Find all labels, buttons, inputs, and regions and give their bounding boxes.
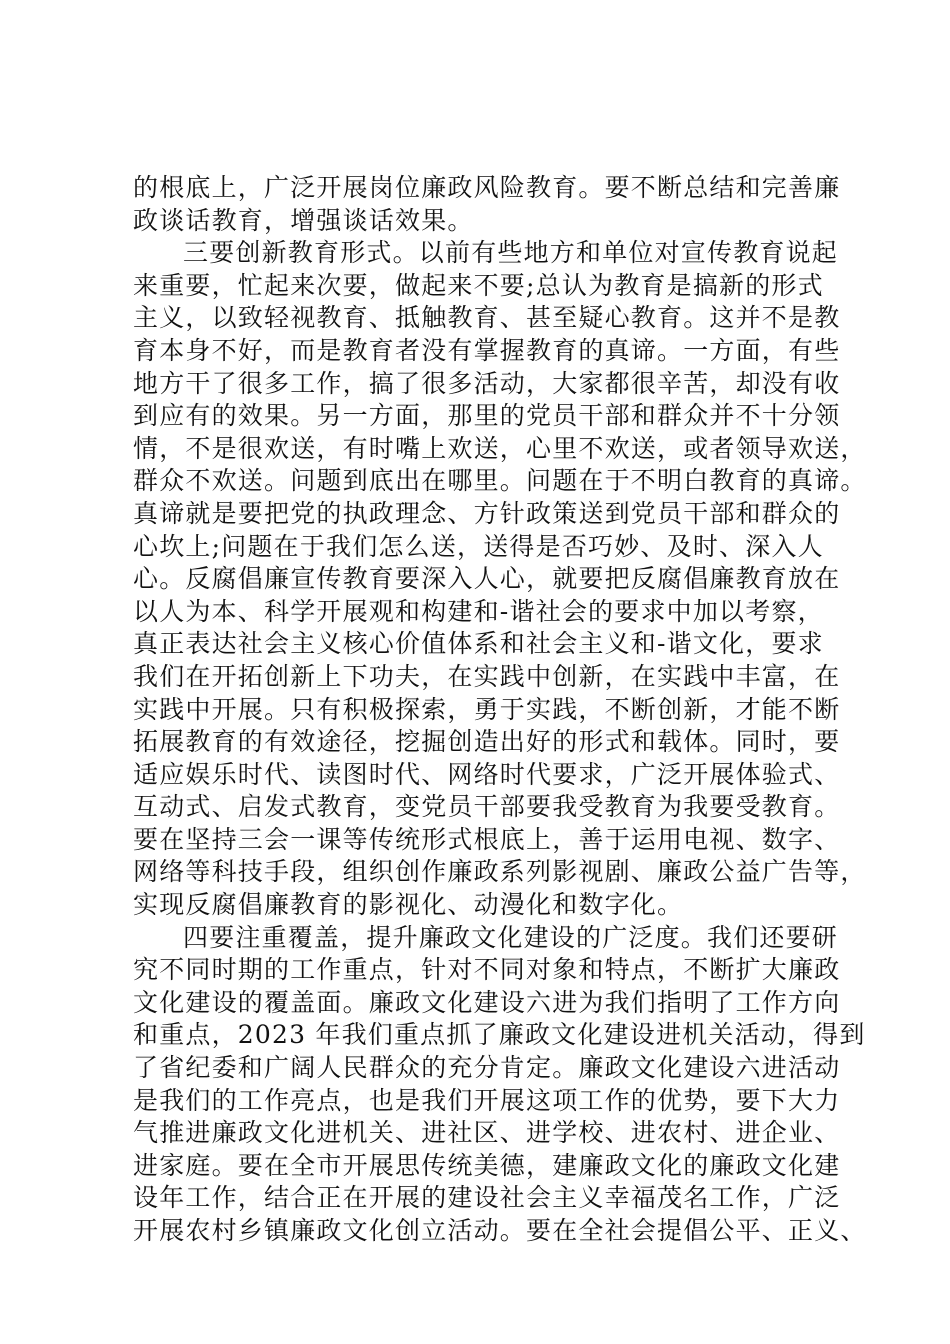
- paragraph-start-line: 四要注重覆盖，提升廉政文化建设的广泛度。我们还要研: [183, 922, 839, 952]
- text-line: 我们在开拓创新上下功夫，在实践中创新，在实践中丰富，在: [133, 661, 841, 691]
- text-line: 真正表达社会主义核心价值体系和社会主义和-谐文化，要求: [133, 629, 824, 659]
- text-line: 主义，以致轻视教育、抵触教育、甚至疑心教育。这并不是教: [133, 303, 841, 333]
- text-line: 来重要，忙起来次要，做起来不要;总认为教育是搞新的形式: [133, 270, 824, 300]
- text-line: 适应娱乐时代、读图时代、网络时代要求，广泛开展体验式、: [133, 759, 841, 789]
- text-line: 真谛就是要把党的执政理念、方针政策送到党员干部和群众的: [133, 498, 841, 528]
- text-line: 地方干了很多工作，搞了很多活动，大家都很辛苦，却没有收: [133, 368, 841, 398]
- text-line: 和重点，2023 年我们重点抓了廉政文化建设进机关活动，得到: [133, 1020, 866, 1050]
- text-line: 究不同时期的工作重点，针对不同对象和特点，不断扩大廉政: [133, 955, 841, 985]
- text-line: 情，不是很欢送，有时嘴上欢送，心里不欢送，或者领导欢送，: [133, 433, 867, 463]
- text-line: 育本身不好，而是教育者没有掌握教育的真谛。一方面，有些: [133, 335, 841, 365]
- text-line: 以人为本、科学开展观和构建和-谐社会的要求中加以考察，: [133, 596, 824, 626]
- text-line: 拓展教育的有效途径，挖掘创造出好的形式和载体。同时，要: [133, 727, 841, 757]
- text-line: 设年工作，结合正在开展的建设社会主义幸福茂名工作，广泛: [133, 1183, 841, 1213]
- paragraph-start-line: 三要创新教育形式。以前有些地方和单位对宣传教育说起: [183, 238, 839, 268]
- text-line: 实践中开展。只有积极探索，勇于实践，不断创新，才能不断: [133, 694, 841, 724]
- body-text: [133, 172, 867, 1248]
- text-line: 到应有的效果。另一方面，那里的党员干部和群众并不十分领: [133, 401, 841, 431]
- text-line: 了省纪委和广阔人民群众的充分肯定。廉政文化建设六进活动: [133, 1053, 841, 1083]
- text-line: 群众不欢送。问题到底出在哪里。问题在于不明白教育的真谛。: [133, 466, 867, 496]
- text-line: 是我们的工作亮点，也是我们开展这项工作的优势，要下大力: [133, 1085, 841, 1115]
- text-line: 文化建设的覆盖面。廉政文化建设六进为我们指明了工作方向: [133, 987, 841, 1017]
- text-line: 实现反腐倡廉教育的影视化、动漫化和数字化。: [133, 890, 684, 920]
- text-line: 心。反腐倡廉宣传教育要深入人心，就要把反腐倡廉教育放在: [133, 564, 841, 594]
- text-line: 气推进廉政文化进机关、进社区、进学校、进农村、进企业、: [133, 1118, 841, 1148]
- text-line: 网络等科技手段，组织创作廉政系列影视剧、廉政公益广告等，: [133, 857, 867, 887]
- text-line: 进家庭。要在全市开展思传统美德，建廉政文化的廉政文化建: [133, 1150, 841, 1180]
- text-line: 开展农村乡镇廉政文化创立活动。要在全社会提倡公平、正义、: [133, 1216, 867, 1245]
- text-line: 政谈话教育，增强谈话效果。: [133, 205, 474, 235]
- text-line: 要在坚持三会一课等传统形式根底上，善于运用电视、数字、: [133, 824, 841, 854]
- text-line: 的根底上，广泛开展岗位廉政风险教育。要不断总结和完善廉: [133, 173, 841, 202]
- text-line: 心坎上;问题在于我们怎么送，送得是否巧妙、及时、深入人: [133, 531, 824, 561]
- text-line: 互动式、启发式教育，变党员干部要我受教育为我要受教育。: [133, 792, 841, 822]
